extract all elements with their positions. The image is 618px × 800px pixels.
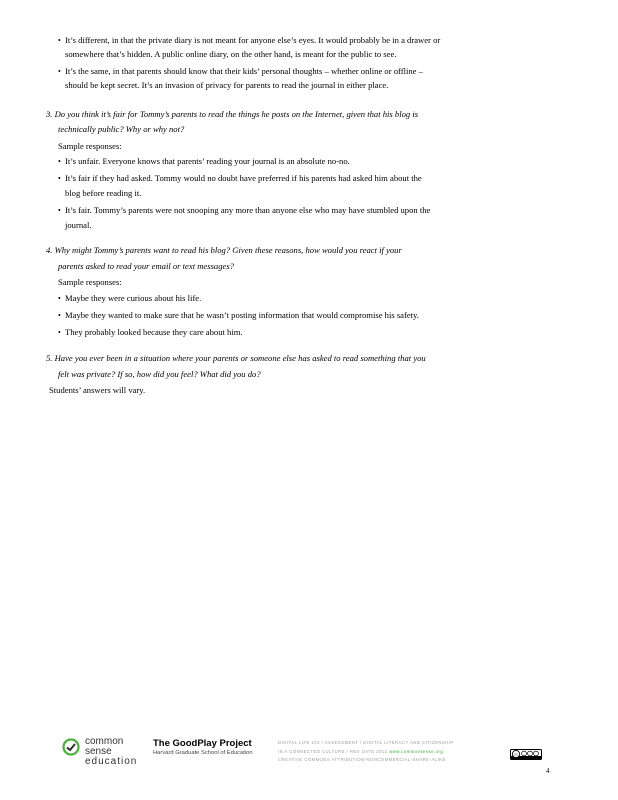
question-4-cont: parents asked to read your email or text messages?	[58, 261, 234, 271]
common-sense-logo	[62, 736, 146, 770]
check-circle-icon	[62, 738, 80, 756]
goodplay-title: The GoodPlay Project	[153, 738, 252, 749]
sample-label: Sample responses:	[58, 141, 122, 151]
page-number: 4	[546, 767, 550, 775]
cc-label: cc	[514, 752, 518, 757]
text-line: Maybe they wanted to make sure that he wasn’t posting information that would compromise his safety.	[65, 310, 419, 320]
bullet-marker: •	[58, 36, 61, 45]
credits-line: IN A CONNECTED CULTURE / REV DATE 2012	[278, 748, 388, 754]
text-line: blog before reading it.	[65, 188, 142, 198]
text-line: It’s the same, in that parents should know that their kids’ personal thoughts – whether online or offline –	[65, 66, 423, 76]
answer-text: Students’ answers will vary.	[49, 385, 146, 395]
question-3: 3. Do you think it’s fair for Tommy’s parents to read the things he posts on the Internet, given that his blog is	[46, 109, 419, 119]
credits-line: CREATIVE COMMONS ATTRIBUTION-NONCOMMERCIAL-SHARE-ALIKE	[278, 757, 446, 762]
text-line: It’s fair if they had asked. Tommy would no doubt have preferred if his parents had asked him about the	[65, 173, 422, 183]
bullet-marker: •	[58, 311, 61, 320]
credits-line: DIGITAL LIFE 101 / ASSESSMENT / DIGITAL LITERACY AND CITIZENSHIP	[278, 740, 454, 745]
question-5: 5. Have you ever been in a situation where your parents or someone else has asked to read something that you	[46, 353, 426, 363]
logo-text-education: education	[85, 756, 138, 767]
goodplay-subtitle: Harvard Graduate School of Education	[153, 750, 253, 756]
question-4: 4. Why might Tommy’s parents want to read his blog? Given these reasons, how would you react if your	[46, 245, 402, 255]
bullet-marker: •	[58, 294, 61, 303]
text-line: They probably looked because they care about him.	[65, 327, 243, 337]
question-3-cont: technically public? Why or why not?	[58, 124, 185, 134]
text-line: somewhere that’s hidden. A public online diary, on the other hand, is meant for the public to see.	[65, 49, 397, 59]
website-link[interactable]: www.commonsense.org	[389, 748, 444, 754]
text-line: It’s fair. Tommy’s parents were not snooping any more than anyone else who may have stumbled upon the	[65, 205, 431, 215]
bullet-marker: •	[58, 206, 61, 215]
bullet-marker: •	[58, 157, 61, 166]
question-5-cont: felt was private? If so, how did you feel? What did you do?	[58, 369, 261, 379]
text-line: should be kept secret. It’s an invasion of privacy for parents to read the journal in either place.	[65, 80, 389, 90]
sample-label: Sample responses:	[58, 277, 122, 287]
text-line: It’s unfair. Everyone knows that parents’ reading your journal is an absolute no-no.	[65, 156, 350, 166]
text-line: Maybe they were curious about his life.	[65, 293, 202, 303]
goodplay-logo	[153, 738, 253, 757]
text-line: journal.	[65, 220, 92, 230]
bullet-marker: •	[58, 67, 61, 76]
footer-credits	[278, 739, 498, 765]
logo-text-sense: sense	[85, 746, 112, 757]
logo-text-common: common	[85, 736, 124, 747]
bullet-marker: •	[58, 174, 61, 183]
creative-commons-badge-icon	[510, 749, 542, 760]
text-line: It’s different, in that the private diary is not meant for anyone else’s eyes. It would probably be in a drawer or	[65, 35, 441, 45]
bullet-marker: •	[58, 328, 61, 337]
